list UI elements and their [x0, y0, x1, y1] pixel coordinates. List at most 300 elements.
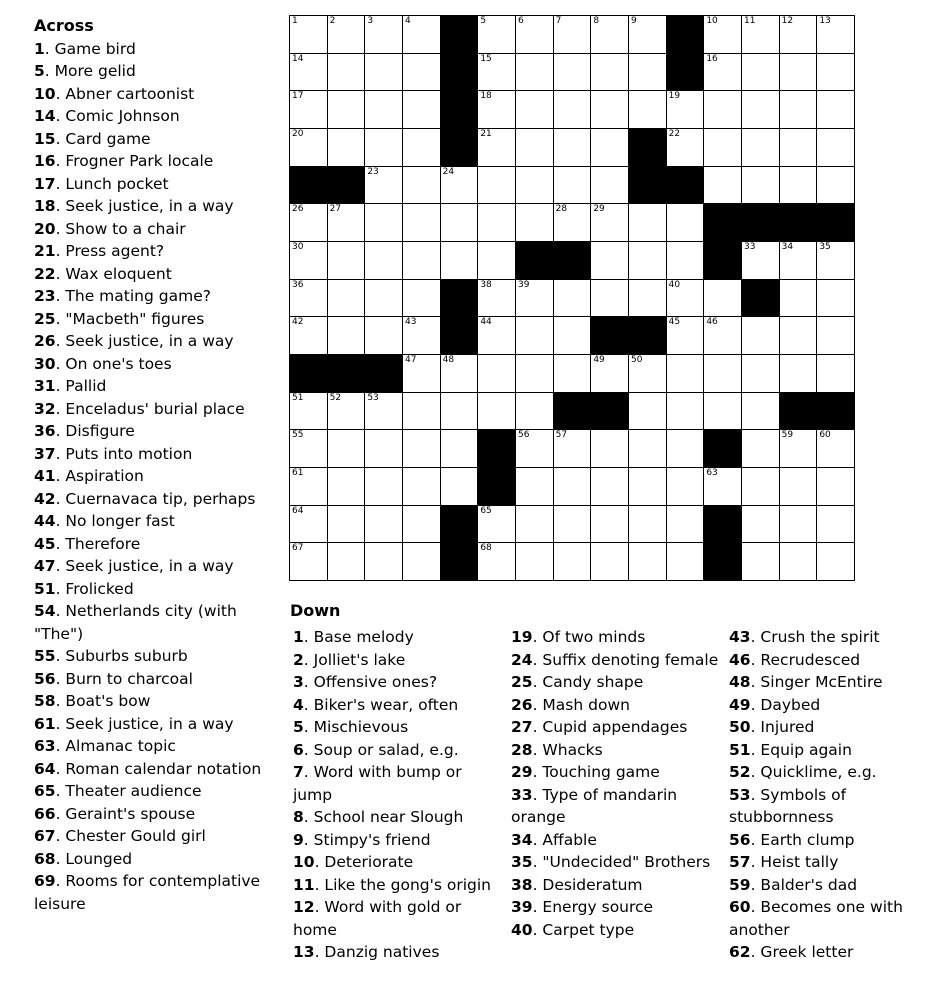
grid-cell[interactable]	[590, 53, 629, 92]
grid-cell[interactable]	[779, 354, 818, 393]
clue-item[interactable]	[34, 420, 284, 443]
grid-cell[interactable]	[628, 279, 667, 318]
grid-cell[interactable]	[553, 203, 592, 242]
grid-cell[interactable]	[741, 241, 780, 280]
grid-cell[interactable]	[327, 90, 366, 129]
clue-item[interactable]	[729, 896, 925, 941]
clue-item[interactable]	[293, 941, 505, 964]
cell-number: 11	[744, 16, 756, 26]
clue-item[interactable]	[293, 874, 505, 897]
clue-item[interactable]	[34, 375, 284, 398]
grid-cell[interactable]	[703, 90, 742, 129]
clue-item[interactable]	[34, 465, 284, 488]
clue-number: 14	[34, 107, 56, 125]
grid-cell[interactable]	[666, 203, 705, 242]
clue-item[interactable]	[293, 761, 505, 806]
clue-item[interactable]	[34, 263, 284, 286]
cell-number: 46	[706, 317, 718, 328]
grid-cell[interactable]	[628, 203, 667, 242]
grid-cell[interactable]	[741, 128, 780, 167]
grid-cell[interactable]	[402, 53, 441, 92]
clue-number: 54	[34, 602, 56, 620]
grid-cell[interactable]	[402, 505, 441, 544]
grid-cell[interactable]	[666, 354, 705, 393]
grid-cell[interactable]	[402, 15, 441, 54]
grid-cell[interactable]	[402, 203, 441, 242]
grid-cell[interactable]	[289, 128, 328, 167]
grid-cell[interactable]	[666, 90, 705, 129]
clue-item[interactable]	[293, 851, 505, 874]
grid-cell[interactable]	[816, 354, 855, 393]
grid-cell[interactable]	[666, 505, 705, 544]
grid-cell[interactable]	[289, 316, 328, 355]
grid-cell[interactable]	[515, 429, 554, 468]
clue-item[interactable]	[293, 739, 505, 762]
grid-cell[interactable]	[440, 429, 479, 468]
grid-cell[interactable]	[741, 15, 780, 54]
grid-cell[interactable]	[327, 241, 366, 280]
clue-item[interactable]	[34, 533, 284, 556]
grid-cell[interactable]	[741, 505, 780, 544]
grid-cell[interactable]	[741, 429, 780, 468]
grid-cell[interactable]	[364, 53, 403, 92]
clue-number: 9	[293, 830, 304, 849]
grid-cell[interactable]	[590, 467, 629, 506]
grid-cell[interactable]	[515, 354, 554, 393]
grid-cell[interactable]	[477, 53, 516, 92]
grid-cell[interactable]	[553, 90, 592, 129]
clue-item[interactable]	[34, 105, 284, 128]
cell-number: 28	[555, 204, 568, 215]
clue-item[interactable]	[34, 240, 284, 263]
grid-cell[interactable]	[515, 53, 554, 92]
grid-cell[interactable]	[440, 392, 479, 431]
grid-cell[interactable]	[590, 203, 629, 242]
grid-cell[interactable]	[779, 542, 818, 581]
grid-cell[interactable]	[289, 505, 328, 544]
clue-item[interactable]	[34, 218, 284, 241]
grid-cell[interactable]	[741, 316, 780, 355]
grid-cell[interactable]	[364, 128, 403, 167]
grid-cell[interactable]	[741, 53, 780, 92]
grid-cell[interactable]	[515, 15, 554, 54]
grid-cell[interactable]	[327, 203, 366, 242]
clue-item[interactable]	[511, 626, 723, 649]
grid-cell[interactable]	[327, 316, 366, 355]
clue-item[interactable]	[34, 330, 284, 353]
grid-cell[interactable]	[553, 505, 592, 544]
clue-text: . Lounged	[55, 849, 133, 868]
grid-cell[interactable]	[666, 128, 705, 167]
clue-item[interactable]	[34, 150, 284, 173]
grid-cell[interactable]	[289, 15, 328, 54]
cell-number: 12	[781, 16, 794, 26]
grid-cell[interactable]	[553, 166, 592, 205]
grid-cell[interactable]	[628, 429, 667, 468]
clue-number: 58	[34, 692, 56, 710]
grid-cell[interactable]	[666, 316, 705, 355]
grid-cell[interactable]	[440, 467, 479, 506]
grid-block-cell	[703, 241, 742, 280]
grid-cell[interactable]	[327, 15, 366, 54]
grid-cell[interactable]	[402, 279, 441, 318]
clue-number: 66	[34, 804, 56, 823]
clue-number: 43	[729, 628, 751, 646]
clue-number: 48	[729, 673, 751, 691]
grid-cell[interactable]	[590, 429, 629, 468]
clue-item[interactable]	[511, 649, 723, 672]
clue-item[interactable]	[34, 443, 284, 466]
grid-cell[interactable]	[779, 467, 818, 506]
grid-cell[interactable]	[402, 128, 441, 167]
grid-cell[interactable]	[553, 316, 592, 355]
clue-item[interactable]	[34, 645, 284, 668]
clue-item[interactable]	[293, 649, 505, 672]
grid-cell[interactable]	[477, 505, 516, 544]
clue-item[interactable]	[34, 60, 284, 83]
grid-cell[interactable]	[816, 467, 855, 506]
grid-cell[interactable]	[590, 542, 629, 581]
grid-cell[interactable]	[327, 392, 366, 431]
grid-cell[interactable]	[402, 166, 441, 205]
clue-item[interactable]	[293, 716, 505, 739]
grid-cell[interactable]	[703, 128, 742, 167]
grid-cell[interactable]	[477, 316, 516, 355]
grid-cell[interactable]	[666, 241, 705, 280]
grid-cell[interactable]	[779, 279, 818, 318]
clue-item[interactable]	[511, 671, 723, 694]
clue-item[interactable]	[34, 308, 284, 331]
grid-cell[interactable]	[515, 90, 554, 129]
grid-cell[interactable]	[364, 203, 403, 242]
grid-cell[interactable]	[703, 354, 742, 393]
grid-cell[interactable]	[779, 90, 818, 129]
clue-item[interactable]	[293, 671, 505, 694]
grid-cell[interactable]	[779, 53, 818, 92]
grid-cell[interactable]	[327, 467, 366, 506]
grid-cell[interactable]	[364, 279, 403, 318]
grid-cell[interactable]	[364, 166, 403, 205]
clue-item[interactable]	[729, 784, 925, 829]
grid-cell[interactable]	[590, 279, 629, 318]
grid-cell[interactable]	[440, 166, 479, 205]
grid-cell[interactable]	[440, 203, 479, 242]
clue-item[interactable]	[34, 848, 284, 871]
clue-item[interactable]	[729, 761, 925, 784]
grid-cell[interactable]	[289, 429, 328, 468]
clue-item[interactable]	[511, 851, 723, 874]
grid-cell[interactable]	[477, 241, 516, 280]
clue-item[interactable]	[34, 825, 284, 848]
grid-cell[interactable]	[816, 166, 855, 205]
clue-item[interactable]	[511, 694, 723, 717]
clue-item[interactable]	[34, 735, 284, 758]
grid-cell[interactable]	[816, 15, 855, 54]
clue-item[interactable]	[729, 694, 925, 717]
grid-cell[interactable]	[816, 90, 855, 129]
clue-item[interactable]	[511, 919, 723, 942]
grid-block-cell	[666, 53, 705, 92]
clue-text: . Balder's dad	[750, 875, 858, 894]
grid-cell[interactable]	[402, 316, 441, 355]
grid-cell[interactable]	[515, 392, 554, 431]
grid-cell[interactable]	[553, 467, 592, 506]
grid-cell[interactable]	[628, 241, 667, 280]
clue-item[interactable]	[729, 739, 925, 762]
grid-cell[interactable]	[816, 128, 855, 167]
grid-cell[interactable]	[289, 279, 328, 318]
grid-cell[interactable]	[364, 429, 403, 468]
clue-item[interactable]	[34, 38, 284, 61]
clue-item[interactable]	[293, 896, 505, 941]
clue-item[interactable]	[729, 941, 925, 964]
clue-item[interactable]	[293, 829, 505, 852]
grid-cell[interactable]	[327, 128, 366, 167]
grid-cell[interactable]	[402, 392, 441, 431]
grid-cell[interactable]	[741, 542, 780, 581]
clue-item[interactable]	[34, 758, 284, 781]
grid-cell[interactable]	[515, 467, 554, 506]
clue-item[interactable]	[729, 851, 925, 874]
clue-number: 31	[34, 377, 56, 395]
grid-cell[interactable]	[402, 429, 441, 468]
clue-item[interactable]	[34, 578, 284, 601]
clue-item[interactable]	[511, 874, 723, 897]
grid-cell[interactable]	[364, 542, 403, 581]
grid-cell[interactable]	[364, 316, 403, 355]
clue-item[interactable]	[34, 510, 284, 533]
clue-item[interactable]	[511, 784, 723, 829]
grid-cell[interactable]	[289, 53, 328, 92]
clue-text: . On one's toes	[55, 354, 172, 373]
grid-cell[interactable]	[816, 316, 855, 355]
clue-item[interactable]	[34, 870, 284, 915]
grid-cell[interactable]	[816, 279, 855, 318]
grid-cell[interactable]	[515, 203, 554, 242]
grid-cell[interactable]	[364, 505, 403, 544]
grid-cell[interactable]	[779, 166, 818, 205]
clue-text: . "Macbeth" figures	[55, 309, 205, 328]
grid-cell[interactable]	[515, 166, 554, 205]
grid-cell[interactable]	[779, 505, 818, 544]
clue-item[interactable]	[34, 803, 284, 826]
grid-cell[interactable]	[327, 542, 366, 581]
grid-cell[interactable]	[553, 279, 592, 318]
grid-cell[interactable]	[779, 128, 818, 167]
clue-item[interactable]	[729, 626, 925, 649]
grid-cell[interactable]	[741, 90, 780, 129]
clue-number: 22	[34, 264, 56, 283]
grid-cell[interactable]	[666, 429, 705, 468]
grid-cell[interactable]	[553, 429, 592, 468]
grid-cell[interactable]	[741, 166, 780, 205]
grid-cell[interactable]	[816, 429, 855, 468]
grid-cell[interactable]	[515, 542, 554, 581]
clue-item[interactable]	[34, 195, 284, 218]
clue-item[interactable]	[729, 671, 925, 694]
clue-item[interactable]	[34, 83, 284, 106]
clue-item[interactable]	[729, 874, 925, 897]
grid-block-cell	[440, 316, 479, 355]
grid-cell[interactable]	[477, 279, 516, 318]
clue-text: . Biker's wear, often	[303, 695, 459, 714]
clue-item[interactable]	[511, 739, 723, 762]
grid-cell[interactable]	[364, 392, 403, 431]
grid-cell[interactable]	[816, 505, 855, 544]
grid-cell[interactable]	[327, 53, 366, 92]
grid-cell[interactable]	[364, 90, 403, 129]
clue-item[interactable]	[34, 285, 284, 308]
cell-number: 48	[442, 355, 455, 365]
grid-block-cell	[703, 429, 742, 468]
grid-cell[interactable]	[703, 279, 742, 318]
clue-text: . Abner cartoonist	[55, 84, 195, 103]
clue-item[interactable]	[34, 173, 284, 196]
grid-cell[interactable]	[816, 241, 855, 280]
grid-cell[interactable]	[553, 354, 592, 393]
grid-cell[interactable]	[590, 241, 629, 280]
grid-cell[interactable]	[477, 15, 516, 54]
grid-cell[interactable]	[666, 467, 705, 506]
clue-item[interactable]	[729, 716, 925, 739]
grid-cell[interactable]	[590, 15, 629, 54]
grid-cell[interactable]	[590, 128, 629, 167]
clue-number: 53	[729, 785, 751, 804]
clue-item[interactable]	[34, 488, 284, 511]
grid-cell[interactable]	[289, 542, 328, 581]
grid-cell[interactable]	[779, 241, 818, 280]
grid-cell[interactable]	[628, 467, 667, 506]
grid-cell[interactable]	[779, 15, 818, 54]
grid-cell[interactable]	[477, 354, 516, 393]
clue-item[interactable]	[729, 829, 925, 852]
clue-number: 34	[511, 830, 533, 849]
grid-cell[interactable]	[515, 505, 554, 544]
grid-cell[interactable]	[327, 279, 366, 318]
grid-cell[interactable]	[402, 90, 441, 129]
grid-cell[interactable]	[289, 392, 328, 431]
grid-cell[interactable]	[327, 429, 366, 468]
clue-item[interactable]	[34, 713, 284, 736]
grid-cell[interactable]	[515, 279, 554, 318]
grid-cell[interactable]	[553, 15, 592, 54]
clue-text: . Cuernavaca tip, perhaps	[55, 489, 256, 508]
grid-cell[interactable]	[628, 53, 667, 92]
grid-cell[interactable]	[666, 542, 705, 581]
clue-item[interactable]	[293, 694, 505, 717]
grid-cell[interactable]	[741, 354, 780, 393]
cell-number: 53	[367, 392, 379, 403]
clue-item[interactable]	[34, 780, 284, 803]
clue-item[interactable]	[293, 626, 505, 649]
grid-cell[interactable]	[628, 15, 667, 54]
grid-cell[interactable]	[364, 241, 403, 280]
grid-cell[interactable]	[515, 316, 554, 355]
clue-item[interactable]	[34, 398, 284, 421]
grid-cell[interactable]	[515, 128, 554, 167]
grid-cell[interactable]	[327, 505, 366, 544]
grid-cell[interactable]	[590, 505, 629, 544]
cell-number: 65	[480, 505, 492, 516]
clue-number: 62	[729, 943, 751, 961]
grid-cell[interactable]	[477, 166, 516, 205]
grid-cell[interactable]	[402, 354, 441, 393]
grid-cell[interactable]	[440, 241, 479, 280]
grid-cell[interactable]	[289, 90, 328, 129]
grid-cell[interactable]	[741, 392, 780, 431]
grid-cell[interactable]	[402, 542, 441, 581]
grid-cell[interactable]	[289, 467, 328, 506]
clue-item[interactable]	[511, 716, 723, 739]
grid-cell[interactable]	[553, 542, 592, 581]
clue-item[interactable]	[511, 761, 723, 784]
clue-item[interactable]	[34, 353, 284, 376]
grid-cell[interactable]	[289, 203, 328, 242]
grid-cell[interactable]	[628, 90, 667, 129]
grid-cell[interactable]	[703, 15, 742, 54]
grid-cell[interactable]	[703, 392, 742, 431]
grid-cell[interactable]	[402, 467, 441, 506]
grid-cell[interactable]	[440, 354, 479, 393]
clue-item[interactable]	[729, 649, 925, 672]
clue-item[interactable]	[511, 896, 723, 919]
grid-cell[interactable]	[477, 128, 516, 167]
clue-text: . Word with gold or home	[293, 898, 462, 939]
grid-cell[interactable]	[779, 429, 818, 468]
grid-cell[interactable]	[289, 241, 328, 280]
cell-number: 45	[668, 317, 681, 328]
grid-cell[interactable]	[590, 166, 629, 205]
grid-cell[interactable]	[703, 53, 742, 92]
grid-cell[interactable]	[628, 542, 667, 581]
grid-cell[interactable]	[666, 392, 705, 431]
grid-cell[interactable]	[666, 279, 705, 318]
clue-item[interactable]	[34, 668, 284, 691]
grid-cell[interactable]	[628, 354, 667, 393]
clue-number: 24	[511, 650, 533, 669]
grid-cell[interactable]	[628, 505, 667, 544]
grid-cell[interactable]	[703, 166, 742, 205]
grid-cell[interactable]	[477, 542, 516, 581]
grid-cell[interactable]	[364, 15, 403, 54]
clue-number: 51	[729, 740, 751, 759]
cell-number: 69	[706, 543, 718, 554]
cell-number: 34	[781, 242, 794, 252]
grid-cell[interactable]	[590, 90, 629, 129]
grid-cell[interactable]	[779, 316, 818, 355]
grid-cell[interactable]	[628, 392, 667, 431]
grid-cell[interactable]	[703, 316, 742, 355]
grid-cell[interactable]	[553, 128, 592, 167]
clue-item[interactable]	[34, 690, 284, 713]
grid-cell[interactable]	[816, 542, 855, 581]
grid-cell[interactable]	[816, 53, 855, 92]
grid-cell[interactable]	[741, 467, 780, 506]
clue-item[interactable]	[34, 600, 284, 645]
clue-item[interactable]	[511, 829, 723, 852]
clue-item[interactable]	[34, 555, 284, 578]
grid-cell[interactable]	[590, 354, 629, 393]
grid-cell[interactable]	[477, 90, 516, 129]
grid-cell[interactable]	[402, 241, 441, 280]
grid-cell[interactable]	[364, 467, 403, 506]
grid-cell[interactable]	[477, 203, 516, 242]
clue-item[interactable]	[34, 128, 284, 151]
clue-item[interactable]	[293, 806, 505, 829]
grid-cell[interactable]	[553, 53, 592, 92]
grid-cell[interactable]	[703, 467, 742, 506]
grid-cell[interactable]	[477, 392, 516, 431]
